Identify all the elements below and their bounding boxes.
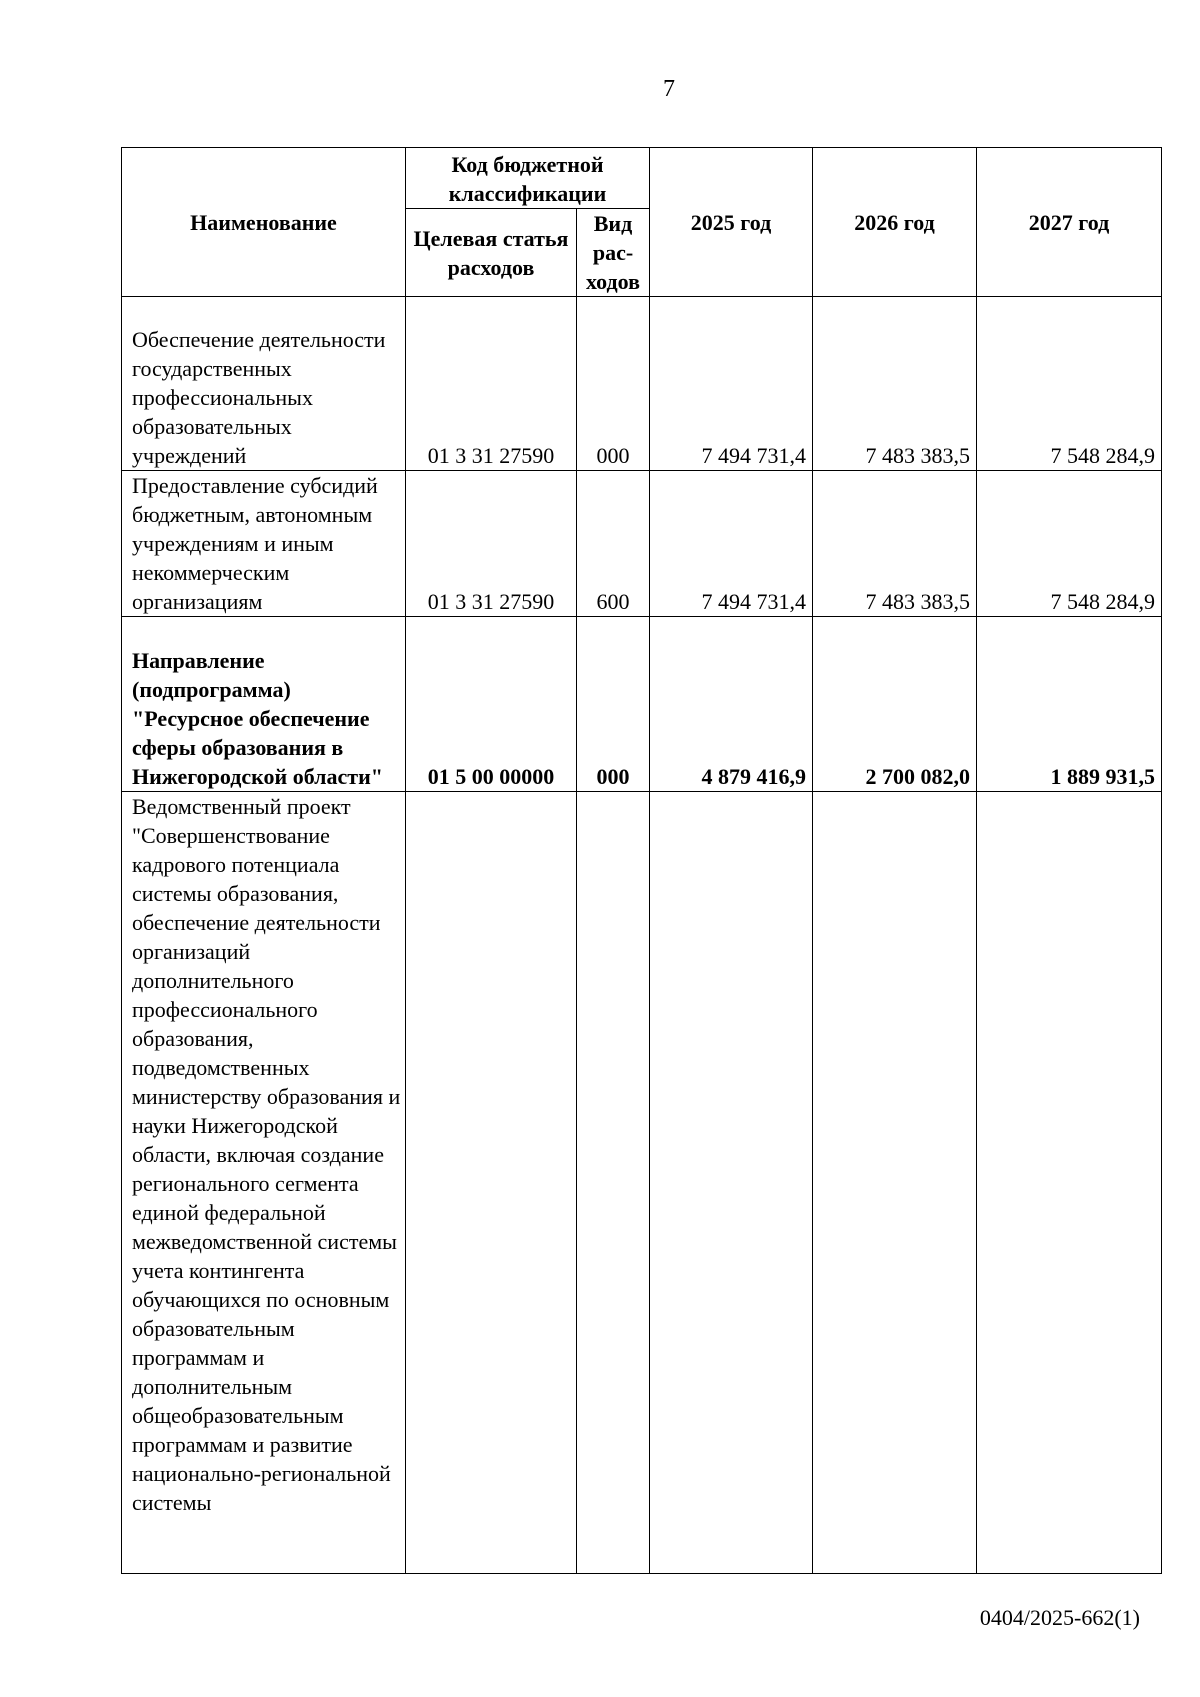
row-expense-kind bbox=[577, 792, 650, 1574]
row-2025 bbox=[650, 792, 813, 1574]
row-2027: 7 548 284,9 bbox=[977, 297, 1162, 471]
row-2025: 4 879 416,9 bbox=[650, 617, 813, 792]
row-expense-kind: 000 bbox=[577, 617, 650, 792]
row-expense-kind: 600 bbox=[577, 471, 650, 617]
row-target-article bbox=[406, 792, 577, 1574]
row-2025: 7 494 731,4 bbox=[650, 471, 813, 617]
row-target-article: 01 3 31 27590 bbox=[406, 471, 577, 617]
header-name: Наименование bbox=[122, 148, 406, 297]
page-number: 7 bbox=[663, 76, 675, 102]
row-name: Предоставление субсидий бюджетным, автономным учреждениям и иным некоммерческим организациям bbox=[122, 471, 406, 617]
budget-table bbox=[121, 147, 1162, 1574]
row-expense-kind: 000 bbox=[577, 297, 650, 471]
row-2027 bbox=[977, 792, 1162, 1574]
row-target-article: 01 5 00 00000 bbox=[406, 617, 577, 792]
header-expense-kind: Вид рас-ходов bbox=[577, 209, 650, 297]
row-2027: 7 548 284,9 bbox=[977, 471, 1162, 617]
table-header-row bbox=[122, 148, 1162, 209]
row-2025: 7 494 731,4 bbox=[650, 297, 813, 471]
row-2026: 7 483 383,5 bbox=[813, 297, 977, 471]
row-target-article: 01 3 31 27590 bbox=[406, 297, 577, 471]
header-2026: 2026 год bbox=[813, 148, 977, 297]
row-2026 bbox=[813, 792, 977, 1574]
table-row-subprogram bbox=[122, 617, 1162, 792]
table-row bbox=[122, 297, 1162, 471]
header-2025: 2025 год bbox=[650, 148, 813, 297]
table-row bbox=[122, 471, 1162, 617]
row-2027: 1 889 931,5 bbox=[977, 617, 1162, 792]
table-row bbox=[122, 792, 1162, 1574]
row-2026: 7 483 383,5 bbox=[813, 471, 977, 617]
row-2026: 2 700 082,0 bbox=[813, 617, 977, 792]
header-target-article: Целевая статья расходов bbox=[406, 209, 577, 297]
header-2027: 2027 год bbox=[977, 148, 1162, 297]
row-name: Ведомственный проект "Совершенствование кадрового потенциала системы образования, обеспечение деятельности организаций дополнительного профессионального образования, подведомственных министерству образования и науки Нижегородской области, включая создание регионального сегмента единой федеральной межведомственной системы учета контингента обучающихся по основным образовательным программам и дополнительным общеобразовательным программам и развитие национально-региональной системы bbox=[122, 792, 406, 1574]
row-name: Направление (подпрограмма) "Ресурсное обеспечение сферы образования в Нижегородской области" bbox=[122, 617, 406, 792]
header-code-group: Код бюджетной классификации bbox=[406, 148, 650, 209]
document-id: 0404/2025-662(1) bbox=[979, 1605, 1140, 1630]
row-name: Обеспечение деятельности государственных профессиональных образовательных учреждений bbox=[122, 297, 406, 471]
